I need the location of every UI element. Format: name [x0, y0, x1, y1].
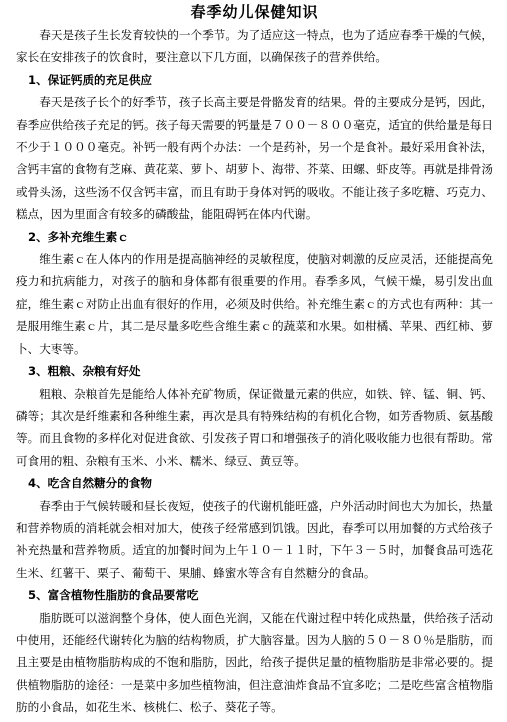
section-5-body: 脂肪既可以滋润整个身体，使人面色光润，又能在代谢过程中转化成热量，供给孩子活动中使用，还能经代谢转化为脑的结构物质，扩大脑容量。因为人脑的５０－８０％是脂肪，而且主要是由植物脂肪构成的不饱和脂肪，因此，给孩子提供足量的植物脂肪是非常必要的。提供植物脂肪的途径：一是菜中多加些植物油，但注意油炸食品不宜多吃；二是吃些富含植物脂肪的小食品，如花生米、核桃仁、松子、葵花子等。	[16, 610, 493, 715]
section-4-heading: 4、吃含自然糖分的食物	[28, 476, 153, 491]
intro-paragraph: 春天是孩子生长发育较快的一个季节。为了适应这一特点，也为了适应春季干燥的气候，家长在安排孩子的饮食时，要注意以下几方面，以确保孩子的营养供给。	[16, 28, 493, 65]
section-1-heading: 1、保证钙质的充足供应	[28, 72, 153, 87]
page-title: 春季幼儿保健知识	[190, 3, 319, 21]
section-4-body: 春季由于气候转暖和昼长夜短，使孩子的代谢机能旺盛，户外活动时间也大为加长，热量和营养物质的消耗就会相对加大，使孩子经常感到饥饿。因此，春季可以用加餐的方式给孩子补充热量和营养物质。适宜的加餐时间为上午１０－１１时，下午３－５时，加餐食品可选花生米、红薯干、栗子、葡萄干、果脯、蜂蜜水等含有自然糖分的食品。	[16, 498, 493, 580]
section-3-body: 粗粮、杂粮首先是能给人体补充矿物质，保证微量元素的供应，如铁、锌、锰、铜、钙、磷等；其次是纤维素和各种维生素，再次是具有特殊结构的有机化合物，如芳香物质、氨基酸等。而且食物的多样化对促进食欲、引发孩子胃口和增强孩子的消化吸收能力也很有帮助。常可食用的粗、杂粮有玉米、小米、糯米、绿豆、黄豆等。	[16, 386, 493, 468]
section-5-heading: 5、富含植物性脂肪的食品要常吃	[28, 588, 199, 603]
section-3-heading: 3、粗粮、杂粮有好处	[28, 364, 141, 379]
section-2-body: 维生素ｃ在人体内的作用是提高脑神经的灵敏程度，使脑对刺激的反应灵活，还能提高免疫力和抗病能力，对孩子的脑和身体都有很重要的作用。春季多风，气候干燥，易引发出血症，维生素ｃ对防止出血有很好的作用，必须及时供给。补充维生素ｃ的方式也有两种：其一是服用维生素ｃ片，其二是尽量多吃些含维生素ｃ的蔬菜和水果。如柑橘、苹果、西红柿、萝卜、大枣等。	[16, 252, 493, 356]
section-2-heading: 2、多补充维生素ｃ	[28, 229, 129, 244]
section-1-body: 春天是孩子长个的好季节，孩子长高主要是骨骼发育的结果。骨的主要成分是钙，因此，春季应供给孩子充足的钙。孩子每天需要的钙量是７００－８００毫克，适宜的供给量是每日不少于１０００毫克。补钙一般有两个办法：一个是药补，另一个是食补。最好采用食补法，含钙丰富的食物有芝麻、黄花菜、萝卜、胡萝卜、海带、芥菜、田螺、虾皮等。再就是排骨汤或骨头汤，这些汤不仅含钙丰富，而且有助于身体对钙的吸收。不能让孩子多吃糖、巧克力、糕点，因为里面含有较多的磷酸盐，能阻碍钙在体内代谢。	[16, 95, 493, 222]
